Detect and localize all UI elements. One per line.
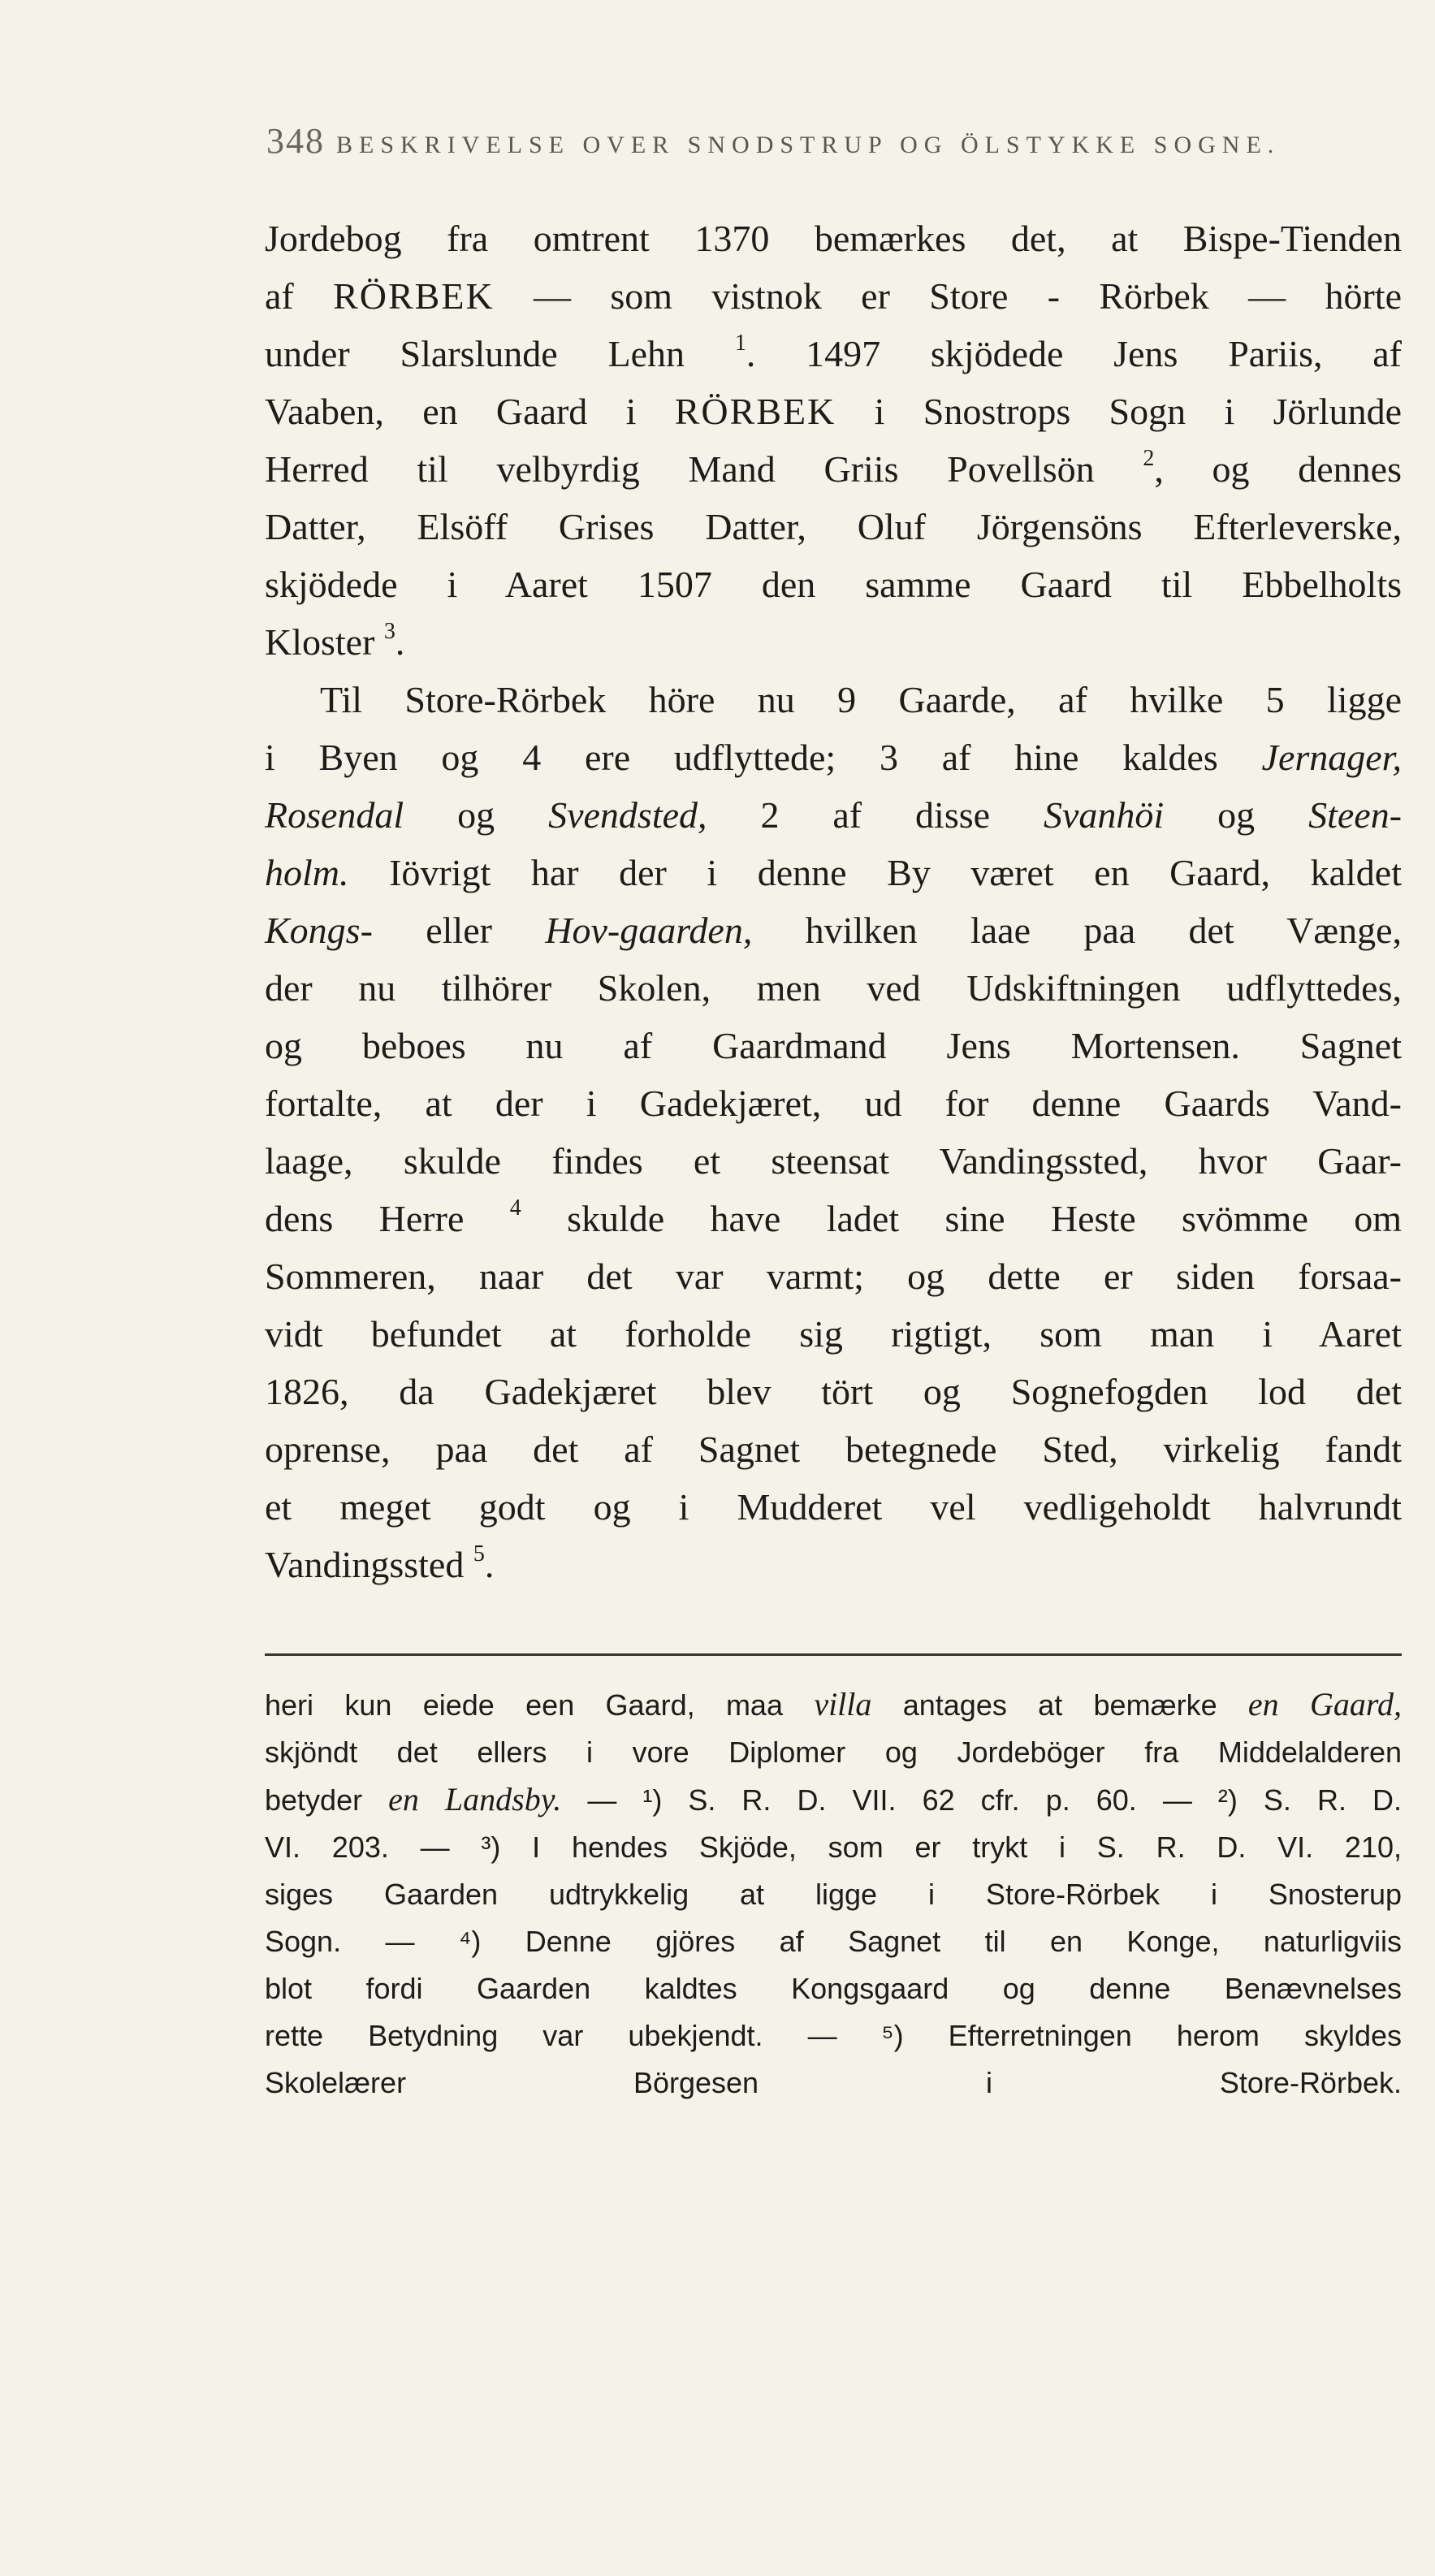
footnote-ref: 3 xyxy=(383,619,395,644)
place-name-kongs: Kongs- xyxy=(265,910,373,951)
text-span: Til Store-Rörbek höre nu 9 Gaarde, af hvilke 5 ligge xyxy=(320,679,1402,720)
text-line xyxy=(265,1478,1402,1536)
text-line xyxy=(265,671,1402,728)
paragraph-2 xyxy=(265,671,1402,1593)
text-span: Vaaben, en Gaard i xyxy=(265,391,675,432)
running-title: BESKRIVELSE OVER SNODSTRUP OG ÖLSTYKKE SOGNE. xyxy=(336,132,1281,158)
text-span: fortalte, at der i Gadekjæret, ud for denne Gaards Vand- xyxy=(265,1083,1402,1124)
footnote-line xyxy=(265,1776,1402,1824)
text-span: heri kun eiede een Gaard, maa xyxy=(265,1688,815,1722)
text-span: 1826, da Gadekjæret blev tört og Sognefogden lod det xyxy=(265,1371,1402,1412)
footnote-line xyxy=(265,1729,1402,1776)
place-name-steenholm: holm. xyxy=(265,852,349,893)
text-line xyxy=(265,1190,1402,1247)
text-span: . 1497 skjödede Jens Pariis, af xyxy=(746,333,1402,374)
text-line xyxy=(265,959,1402,1017)
text-line xyxy=(265,613,1402,671)
footnote-line xyxy=(265,1918,1402,1965)
footnote-line xyxy=(265,1681,1402,1729)
text-span: Skolelærer Börgesen i Store-Rörbek. xyxy=(265,2066,1402,2099)
text-line xyxy=(265,1536,1402,1593)
text-span: Datter, Elsöff Grises Datter, Oluf Jörgensöns Efterleverske, xyxy=(265,506,1402,547)
text-line xyxy=(265,1017,1402,1074)
text-span: et meget godt og i Mudderet vel vedligeholdt halvrundt xyxy=(265,1486,1402,1528)
text-line xyxy=(265,844,1402,901)
text-line xyxy=(265,267,1402,325)
footnote-ref: 1 xyxy=(734,331,746,356)
text-line xyxy=(265,1420,1402,1478)
text-span: Iövrigt har der i denne By været en Gaard, kaldet xyxy=(348,852,1402,893)
text-span: eller xyxy=(372,910,546,951)
text-line xyxy=(265,1074,1402,1132)
footnote-ref: 5 xyxy=(473,1541,485,1567)
footnotes xyxy=(265,1681,1402,2107)
text-line xyxy=(265,1132,1402,1190)
footnote-line xyxy=(265,1871,1402,1918)
text-line xyxy=(265,440,1402,498)
text-span: hvilken laae paa det Vænge, xyxy=(752,910,1403,951)
text-span: dens Herre xyxy=(265,1198,510,1239)
place-name-steenholm: Steen- xyxy=(1308,794,1403,836)
text-span: og xyxy=(1164,794,1309,836)
text-span: under Slarslunde Lehn xyxy=(265,333,735,374)
text-line xyxy=(265,1305,1402,1363)
footnote-line xyxy=(265,1965,1402,2012)
text-span: laage, skulde findes et steensat Vandingssted, hvor Gaar- xyxy=(265,1140,1402,1182)
text-line xyxy=(265,728,1402,786)
text-span: . xyxy=(484,1544,495,1585)
text-span: Jordebog fra omtrent 1370 bemærkes det, at Bispe-Tienden xyxy=(265,218,1402,259)
page-number: 348 xyxy=(266,121,325,161)
text-line xyxy=(265,383,1402,440)
text-span: og beboes nu af Gaardmand Jens Mortensen. Sagnet xyxy=(265,1025,1402,1066)
text-line xyxy=(265,901,1402,959)
text-span: skjöndt det ellers i vore Diplomer og Jordeböger fra Middelalderen xyxy=(265,1735,1402,1769)
text-span: , og dennes xyxy=(1154,448,1402,490)
footnote-line xyxy=(265,1824,1402,1871)
place-name-jernager: Jernager, xyxy=(1261,737,1402,778)
running-header xyxy=(266,120,1322,162)
text-span: i Byen og 4 ere udflyttede; 3 af hine kaldes xyxy=(265,737,1262,778)
text-line xyxy=(265,210,1402,267)
main-text xyxy=(265,210,1402,1593)
text-line xyxy=(265,555,1402,613)
paragraph-1 xyxy=(265,210,1402,671)
place-name-hov-gaarden: Hov-gaarden, xyxy=(545,910,753,951)
emphasis: en Landsby. xyxy=(388,1781,562,1817)
place-name-rorbek: RÖRBEK xyxy=(333,275,495,317)
latin-term: villa xyxy=(814,1686,872,1722)
place-name-rosendal: Rosendal xyxy=(265,794,404,836)
text-span: 2 af disse xyxy=(707,794,1044,836)
place-name-rorbek: RÖRBEK xyxy=(674,391,836,432)
text-span: Vandingssted xyxy=(265,1544,473,1585)
text-span: Kloster xyxy=(265,621,384,663)
text-span: oprense, paa det af Sagnet betegnede Sted, virkelig fandt xyxy=(265,1428,1402,1470)
text-line xyxy=(265,1247,1402,1305)
text-span: Herred til velbyrdig Mand Griis Povellsön xyxy=(265,448,1143,490)
text-span: — som vistnok er Store - Rörbek — hörte xyxy=(494,275,1402,317)
text-span: og xyxy=(404,794,549,836)
text-line xyxy=(265,325,1402,383)
text-span: antages at bemærke xyxy=(871,1688,1248,1722)
text-span: rette Betydning var ubekjendt. — ⁵) Efterretningen herom skyldes xyxy=(265,2019,1402,2052)
text-line xyxy=(265,786,1402,844)
text-span: skjödede i Aaret 1507 den samme Gaard til Ebbelholts xyxy=(265,564,1402,605)
footnote-divider xyxy=(265,1653,1402,1656)
text-span: vidt befundet at forholde sig rigtigt, som man i Aaret xyxy=(265,1313,1402,1355)
place-name-svanhoi: Svanhöi xyxy=(1044,794,1165,836)
text-span: af xyxy=(265,275,334,317)
text-span: der nu tilhörer Skolen, men ved Udskiftningen udflyttedes, xyxy=(265,967,1402,1009)
footnote-ref: 2 xyxy=(1143,446,1155,471)
footnote-line xyxy=(265,2060,1402,2107)
place-name-svendsted: Svendsted, xyxy=(548,794,707,836)
text-span: i Snostrops Sogn i Jörlunde xyxy=(836,391,1402,432)
text-span: siges Gaarden udtrykkelig at ligge i Store-Rörbek i Snosterup xyxy=(265,1878,1402,1911)
footnote-ref: 4 xyxy=(509,1195,521,1221)
text-span: Sommeren, naar det var varmt; og dette er siden forsaa- xyxy=(265,1256,1402,1297)
text-line xyxy=(265,498,1402,555)
footnote-line xyxy=(265,2012,1402,2060)
text-span: Sogn. — ⁴) Denne gjöres af Sagnet til en Konge, naturligviis xyxy=(265,1925,1402,1958)
text-span: VI. 203. — ³) I hendes Skjöde, som er trykt i S. R. D. VI. 210, xyxy=(265,1830,1402,1864)
text-span: . xyxy=(395,621,405,663)
text-line xyxy=(265,1363,1402,1420)
text-span: blot fordi Gaarden kaldtes Kongsgaard og denne Benævnelses xyxy=(265,1972,1402,2005)
text-span: betyder xyxy=(265,1783,389,1817)
emphasis: en Gaard, xyxy=(1247,1686,1402,1722)
text-span: skulde have ladet sine Heste svömme om xyxy=(521,1198,1402,1239)
text-span: — ¹) S. R. D. VII. 62 cfr. p. 60. — ²) S. R. D. xyxy=(561,1783,1402,1817)
